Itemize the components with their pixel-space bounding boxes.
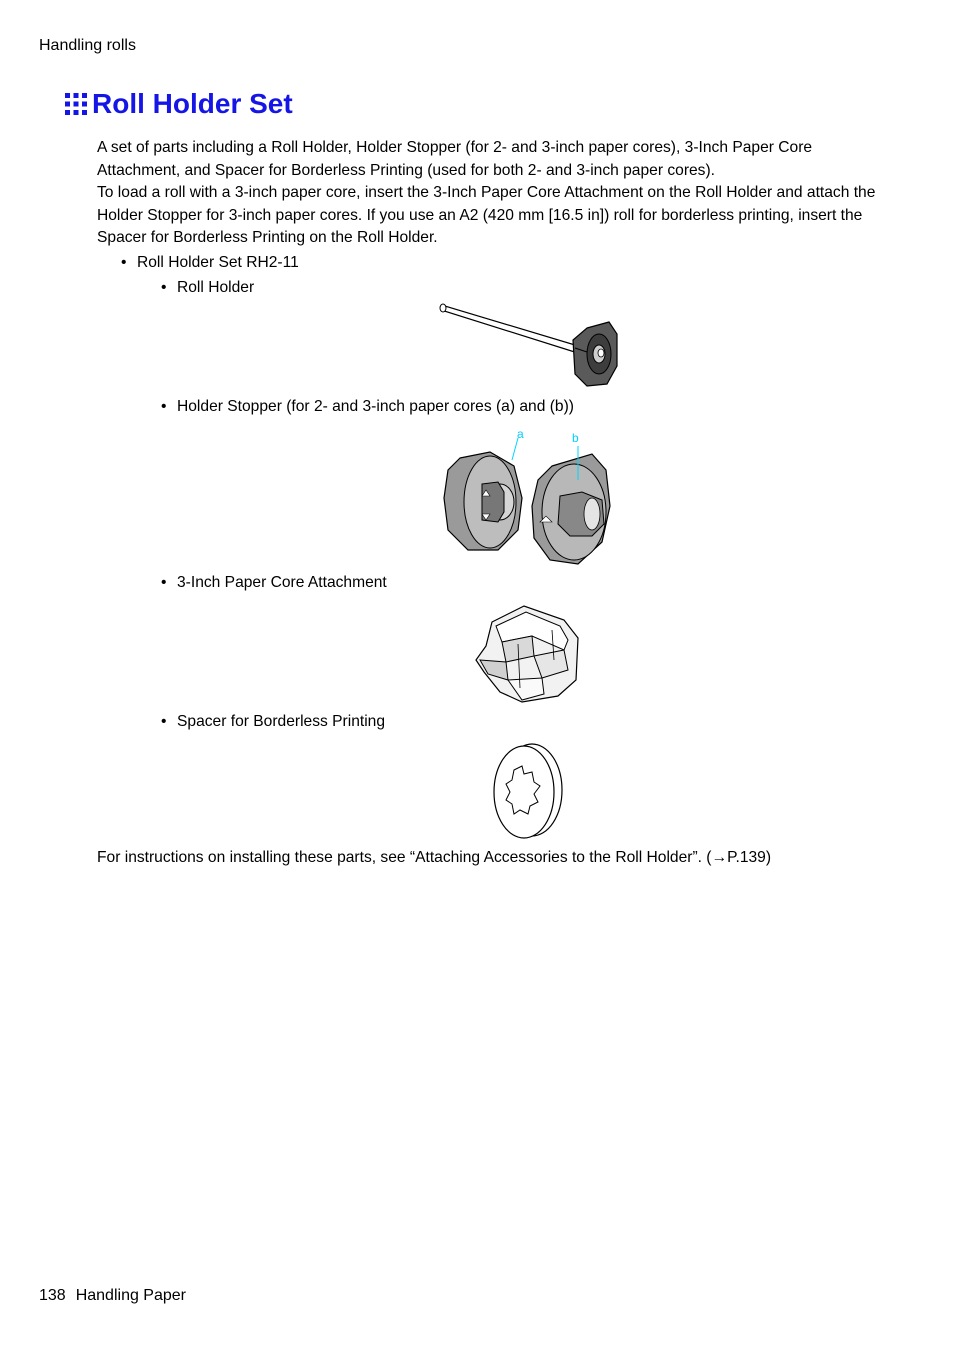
list-item-holder-stopper xyxy=(161,397,574,417)
spacer-illustration xyxy=(488,740,566,842)
page-footer xyxy=(39,1287,186,1305)
section-title-row xyxy=(64,88,293,120)
bullet-icon: • xyxy=(161,713,167,730)
bullet-icon: • xyxy=(161,398,167,415)
installation-note: For instructions on installing these parts, see “Attaching Accessories to the Roll Holder”. (→P.139) xyxy=(97,849,772,866)
grid-icon xyxy=(64,92,88,116)
chapter-name: Handling Paper xyxy=(75,1287,186,1304)
page-number: 138 xyxy=(39,1287,66,1304)
roll-holder-illustration xyxy=(437,300,619,388)
bullet-icon: • xyxy=(161,574,167,591)
list-item-set xyxy=(121,253,299,273)
intro-text xyxy=(97,137,897,250)
list-item-spacer xyxy=(161,712,386,732)
set-item-label: Roll Holder Set RH2-11 xyxy=(137,254,299,271)
roll-holder-label: Roll Holder xyxy=(177,279,255,296)
running-header: Handling rolls xyxy=(39,37,136,54)
list-item-roll-holder xyxy=(161,278,255,298)
core-attachment-illustration xyxy=(472,600,584,704)
intro-paragraph-1: A set of parts including a Roll Holder, Holder Stopper (for 2- and 3-inch paper cores), 3-Inch Paper Core Attachment, and Spacer for Borderless Printing (used for both 2- and 3-inch paper cores). xyxy=(97,139,813,179)
figure-label-a: a xyxy=(517,427,524,441)
figure-label-b: b xyxy=(572,431,579,445)
attachment-label: 3-Inch Paper Core Attachment xyxy=(177,574,387,591)
bullet-icon: • xyxy=(161,279,167,296)
page-title: Roll Holder Set xyxy=(92,88,293,119)
list-item-attachment xyxy=(161,573,387,593)
intro-paragraph-2: To load a roll with a 3-inch paper core, insert the 3-Inch Paper Core Attachment on the Roll Holder and attach the Holder Stopper for 3-inch paper cores. If you use an A2 (420 mm [16.5 in]) roll for borderless printing, insert the Spacer for Borderless Printing on the Roll Holder. xyxy=(97,184,876,246)
bullet-icon: • xyxy=(121,254,127,271)
holder-stopper-label: Holder Stopper (for 2- and 3-inch paper cores (a) and (b)) xyxy=(177,398,574,415)
holder-stopper-illustration xyxy=(442,426,612,568)
spacer-label: Spacer for Borderless Printing xyxy=(177,713,386,730)
